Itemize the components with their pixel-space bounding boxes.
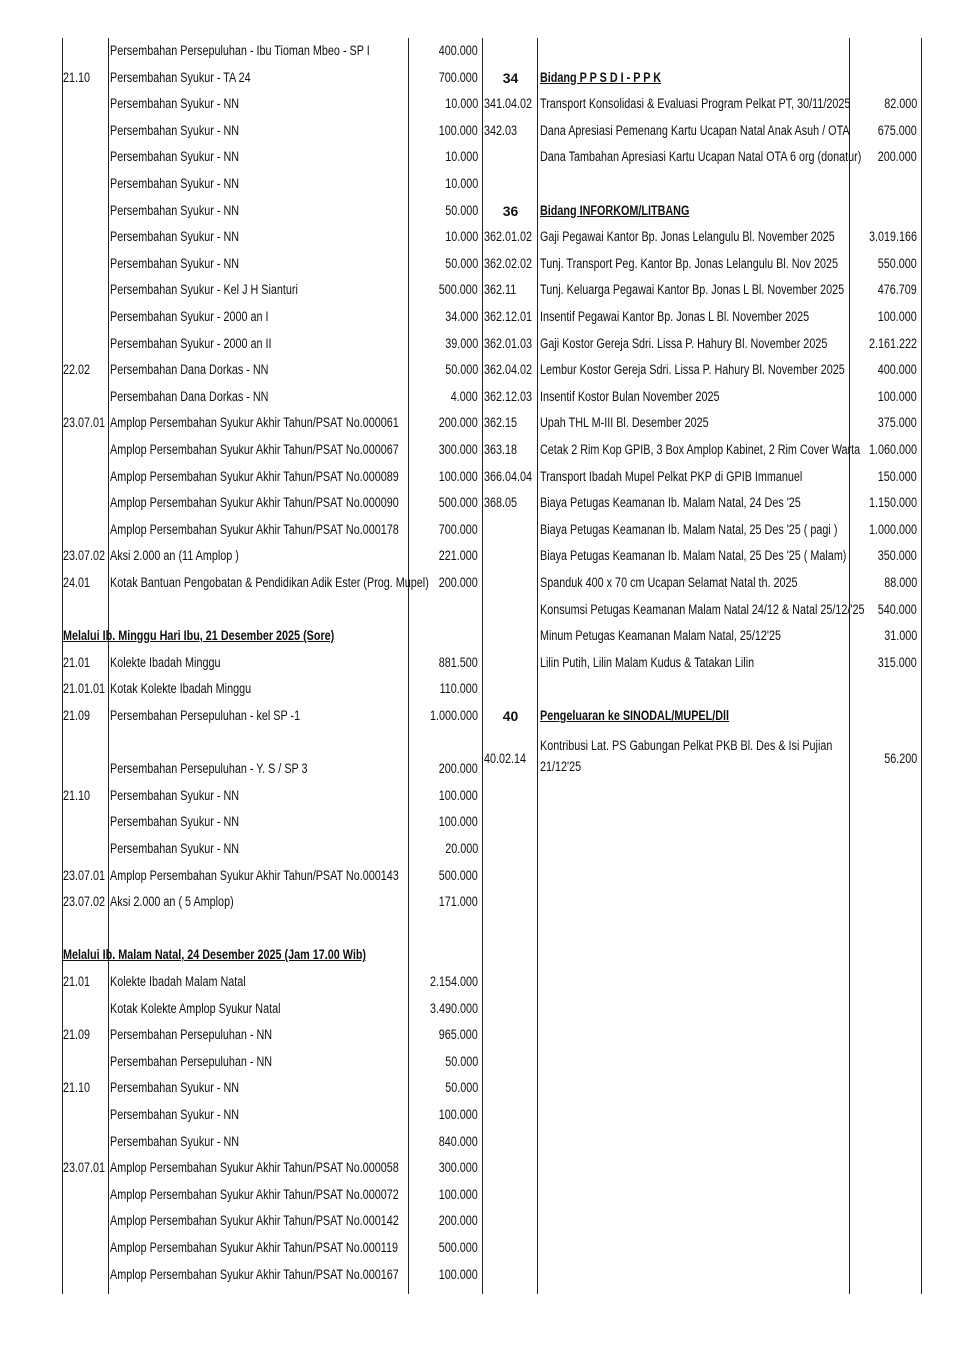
row-amount: 10.000 [444, 149, 478, 165]
row-amount: 10.000 [444, 96, 478, 112]
row-amount: 315.000 [877, 654, 917, 670]
row-description: Aksi 2.000 an ( 5 Amplop) [110, 894, 234, 910]
row-description: Amplop Persembahan Syukur Akhir Tahun/PSAT No.000061 [110, 415, 399, 431]
account-code: 23.07.02 [63, 894, 106, 910]
col-divider [108, 38, 109, 1294]
account-code: 22.02 [63, 362, 91, 378]
row-amount: 350.000 [877, 548, 917, 564]
account-code: 362.02.02 [484, 255, 533, 271]
row-description: Lembur Kostor Gereja Sdri. Lissa P. Hahury Bl. November 2025 [540, 362, 845, 378]
row-description: Kolekte Ibadah Minggu [110, 654, 221, 670]
row-amount: 100.000 [877, 388, 917, 404]
row-description: Biaya Petugas Keamanan Ib. Malam Natal, 25 Des '25 ( pagi ) [540, 521, 838, 537]
row-description: Amplop Persembahan Syukur Akhir Tahun/PSAT No.000143 [110, 867, 399, 883]
row-description: Dana Apresiasi Pemenang Kartu Ucapan Natal Anak Asuh / OTA [540, 122, 850, 138]
row-amount: 700.000 [438, 69, 478, 85]
row-amount: 840.000 [438, 1133, 478, 1149]
row-amount: 3.019.166 [868, 229, 917, 245]
account-code: 368.05 [484, 495, 518, 511]
row-description: Persembahan Syukur - NN [110, 229, 240, 245]
account-code: 21.10 [63, 69, 91, 85]
account-code: 21.01.01 [63, 681, 106, 697]
col-divider [482, 38, 483, 1294]
row-amount: 100.000 [877, 309, 917, 324]
row-description: Cetak 2 Rim Kop GPIB, 3 Box Amplop Kabinet, 2 Rim Cover Warta [540, 442, 861, 457]
row-amount: 1.060.000 [868, 442, 917, 457]
row-amount: 4.000 [450, 388, 478, 404]
row-amount: 82.000 [883, 96, 917, 112]
account-code: 362.01.03 [484, 335, 533, 351]
row-amount: 200.000 [438, 1213, 478, 1229]
row-amount: 1.000.000 [868, 521, 917, 537]
account-code: 363.18 [484, 442, 518, 457]
row-amount: 10.000 [444, 176, 478, 191]
row-description: Amplop Persembahan Syukur Akhir Tahun/PSAT No.000119 [110, 1240, 398, 1255]
section-heading: Pengeluaran ke SINODAL/MUPEL/Dll [540, 708, 730, 723]
row-amount: 476.709 [877, 282, 917, 298]
row-amount: 56.200 [883, 751, 917, 766]
row-description: Kontribusi Lat. PS Gabungan Pelkat PKB Bl. Des & Isi Pujian 21/12'25 [540, 738, 833, 774]
row-description: Gaji Pegawai Kantor Bp. Jonas Lelangulu Bl. November 2025 [540, 229, 835, 245]
row-amount: 200.000 [438, 415, 478, 431]
row-description: Aksi 2.000 an (11 Amplop ) [110, 548, 239, 564]
row-description: Amplop Persembahan Syukur Akhir Tahun/PSAT No.000167 [110, 1266, 399, 1282]
row-description: Transport Konsolidasi & Evaluasi Program Pelkat PT, 30/11/2025 [540, 96, 851, 112]
row-amount: 171.000 [438, 894, 478, 910]
row-description: Persembahan Syukur - NN [110, 1133, 240, 1149]
row-description: Persembahan Syukur - 2000 an II [110, 335, 272, 351]
row-amount: 965.000 [438, 1027, 478, 1043]
row-amount: 1.150.000 [868, 495, 917, 511]
row-amount: 100.000 [438, 1266, 478, 1282]
row-amount: 50.000 [444, 362, 478, 378]
row-description: Biaya Petugas Keamanan Ib. Malam Natal, 25 Des '25 ( Malam) [540, 548, 847, 564]
account-code: 362.04.02 [484, 362, 533, 378]
row-description: Kotak Kolekte Ibadah Minggu [110, 681, 252, 697]
row-amount: 200.000 [877, 149, 917, 165]
account-code: 366.04.04 [484, 468, 533, 484]
account-code: 21.09 [63, 708, 91, 723]
row-description: Tunj. Transport Peg. Kantor Bp. Jonas Lelangulu Bl. Nov 2025 [540, 255, 838, 271]
account-code: 23.07.02 [63, 548, 106, 564]
row-description: Persembahan Syukur - Kel J H Sianturi [110, 282, 298, 298]
row-description: Tunj. Keluarga Pegawai Kantor Bp. Jonas L Bl. November 2025 [540, 282, 845, 298]
row-amount: 88.000 [883, 575, 917, 590]
row-description: Amplop Persembahan Syukur Akhir Tahun/PSAT No.000058 [110, 1160, 399, 1176]
row-amount: 1.000.000 [429, 708, 478, 723]
row-description: Persembahan Syukur - NN [110, 1080, 240, 1096]
row-description: Persembahan Syukur - 2000 an I [110, 309, 269, 324]
row-amount: 881.500 [438, 654, 478, 670]
section-heading: Melalui Ib. Minggu Hari Ibu, 21 Desember 2025 (Sore) [63, 628, 335, 644]
row-amount: 500.000 [438, 867, 478, 883]
account-code: 362.12.03 [484, 388, 533, 404]
section-heading: Bidang INFORKOM/LITBANG [540, 202, 690, 218]
account-code: 362.12.01 [484, 309, 533, 324]
row-amount: 100.000 [438, 787, 478, 803]
row-description: Amplop Persembahan Syukur Akhir Tahun/PSAT No.000090 [110, 495, 399, 511]
row-amount: 150.000 [877, 468, 917, 484]
row-amount: 300.000 [438, 442, 478, 457]
row-description: Persembahan Syukur - NN [110, 122, 240, 138]
row-description: Upah THL M-III Bl. Desember 2025 [540, 415, 709, 431]
col-divider [849, 38, 850, 1294]
row-description: Persembahan Syukur - TA 24 [110, 69, 251, 85]
row-description: Lilin Putih, Lilin Malam Kudus & Tatakan Lilin [540, 654, 755, 670]
row-description: Amplop Persembahan Syukur Akhir Tahun/PSAT No.000142 [110, 1213, 399, 1229]
row-amount: 39.000 [444, 335, 478, 351]
row-description: Spanduk 400 x 70 cm Ucapan Selamat Natal th. 2025 [540, 575, 798, 590]
row-amount: 3.490.000 [429, 1000, 478, 1016]
account-code: 21.01 [63, 974, 91, 989]
row-description: Persembahan Syukur - NN [110, 255, 240, 271]
row-description: Persembahan Syukur - NN [110, 149, 240, 165]
account-code: 23.07.01 [63, 867, 106, 883]
row-amount: 540.000 [877, 601, 917, 617]
row-description: Biaya Petugas Keamanan Ib. Malam Natal, 24 Des '25 [540, 495, 801, 511]
row-description: Amplop Persembahan Syukur Akhir Tahun/PSAT No.000072 [110, 1186, 399, 1202]
row-description: Insentif Kostor Bulan November 2025 [540, 388, 720, 404]
row-description: Insentif Pegawai Kantor Bp. Jonas L Bl. November 2025 [540, 309, 810, 324]
group-number: 36 [502, 202, 519, 219]
row-amount: 100.000 [438, 1186, 478, 1202]
row-description: Persembahan Syukur - NN [110, 787, 240, 803]
row-description: Persembahan Syukur - NN [110, 176, 240, 191]
section-heading: Bidang P P S D I - P P K [540, 69, 662, 85]
row-description: Persembahan Syukur - NN [110, 1107, 240, 1122]
row-amount: 100.000 [438, 468, 478, 484]
row-amount: 500.000 [438, 1240, 478, 1255]
row-description: Kolekte Ibadah Malam Natal [110, 974, 246, 989]
row-description: Kotak Bantuan Pengobatan & Pendidikan Adik Ester (Prog. Mupel) [110, 575, 429, 590]
account-code: 24.01 [63, 575, 91, 590]
row-amount: 400.000 [438, 43, 478, 58]
row-amount: 50.000 [444, 255, 478, 271]
row-description: Persembahan Persepuluhan - kel SP -1 [110, 708, 301, 723]
col-divider [921, 38, 922, 1294]
section-heading: Melalui Ib. Malam Natal, 24 Desember 2025 (Jam 17.00 Wib) [63, 947, 367, 963]
account-code: 21.01 [63, 654, 91, 670]
row-description: Persembahan Persepuluhan - Ibu Tioman Mbeo - SP I [110, 43, 370, 58]
row-amount: 675.000 [877, 122, 917, 138]
row-description: Persembahan Persepuluhan - NN [110, 1053, 273, 1069]
row-amount: 2.154.000 [429, 974, 478, 989]
row-amount: 34.000 [444, 309, 478, 324]
row-amount: 700.000 [438, 521, 478, 537]
row-description: Kotak Kolekte Amplop Syukur Natal [110, 1000, 281, 1016]
row-amount: 50.000 [444, 1080, 478, 1096]
row-description: Persembahan Syukur - NN [110, 814, 240, 830]
row-amount: 110.000 [439, 681, 478, 697]
row-description: Minum Petugas Keamanan Malam Natal, 25/12'25 [540, 628, 781, 644]
row-amount: 500.000 [438, 282, 478, 298]
group-number: 34 [502, 69, 519, 86]
account-code: 23.07.01 [63, 415, 106, 431]
account-code: 362.11 [484, 282, 517, 298]
row-description: Amplop Persembahan Syukur Akhir Tahun/PSAT No.000178 [110, 521, 399, 537]
account-code: 21.10 [63, 787, 91, 803]
col-divider [408, 38, 409, 1294]
row-amount: 20.000 [444, 841, 478, 856]
row-amount: 550.000 [877, 255, 917, 271]
row-amount: 500.000 [438, 495, 478, 511]
account-code: 21.09 [63, 1027, 91, 1043]
row-amount: 50.000 [444, 202, 478, 218]
row-amount: 221.000 [438, 548, 478, 564]
row-description: Amplop Persembahan Syukur Akhir Tahun/PSAT No.000089 [110, 468, 399, 484]
row-description: Persembahan Dana Dorkas - NN [110, 388, 269, 404]
group-number: 40 [502, 708, 519, 724]
row-description: Konsumsi Petugas Keamanan Malam Natal 24/12 & Natal 25/12/'25 [540, 601, 865, 617]
row-description: Persembahan Persepuluhan - NN [110, 1027, 273, 1043]
account-code: 23.07.01 [63, 1160, 106, 1176]
account-code: 342.03 [484, 122, 518, 138]
row-amount: 375.000 [877, 415, 917, 431]
row-amount: 200.000 [438, 575, 478, 590]
row-description: Transport Ibadah Mupel Pelkat PKP di GPIB Immanuel [540, 468, 803, 484]
row-amount: 50.000 [444, 1053, 478, 1069]
row-description: Amplop Persembahan Syukur Akhir Tahun/PSAT No.000067 [110, 442, 399, 457]
col-divider [537, 38, 538, 1294]
account-code: 341.04.02 [484, 96, 533, 112]
row-amount: 100.000 [438, 1107, 478, 1122]
row-description: Persembahan Syukur - NN [110, 96, 240, 112]
row-amount: 200.000 [438, 761, 478, 777]
row-description: Persembahan Persepuluhan - Y. S / SP 3 [110, 761, 308, 777]
row-amount: 31.000 [883, 628, 917, 644]
account-code: 21.10 [63, 1080, 91, 1096]
row-amount: 2.161.222 [868, 335, 917, 351]
row-amount: 300.000 [438, 1160, 478, 1176]
row-amount: 100.000 [438, 122, 478, 138]
row-description: Gaji Kostor Gereja Sdri. Lissa P. Hahury Bl. November 2025 [540, 335, 828, 351]
row-description: Persembahan Syukur - NN [110, 841, 240, 856]
row-amount: 10.000 [444, 229, 478, 245]
row-description: Persembahan Syukur - NN [110, 202, 240, 218]
row-amount: 400.000 [877, 362, 917, 378]
account-code: 362.15 [484, 415, 518, 431]
row-amount: 100.000 [438, 814, 478, 830]
row-description: Persembahan Dana Dorkas - NN [110, 362, 269, 378]
account-code: 40.02.14 [484, 751, 527, 766]
account-code: 362.01.02 [484, 229, 533, 245]
row-description: Dana Tambahan Apresiasi Kartu Ucapan Natal OTA 6 org (donatur) [540, 149, 862, 165]
